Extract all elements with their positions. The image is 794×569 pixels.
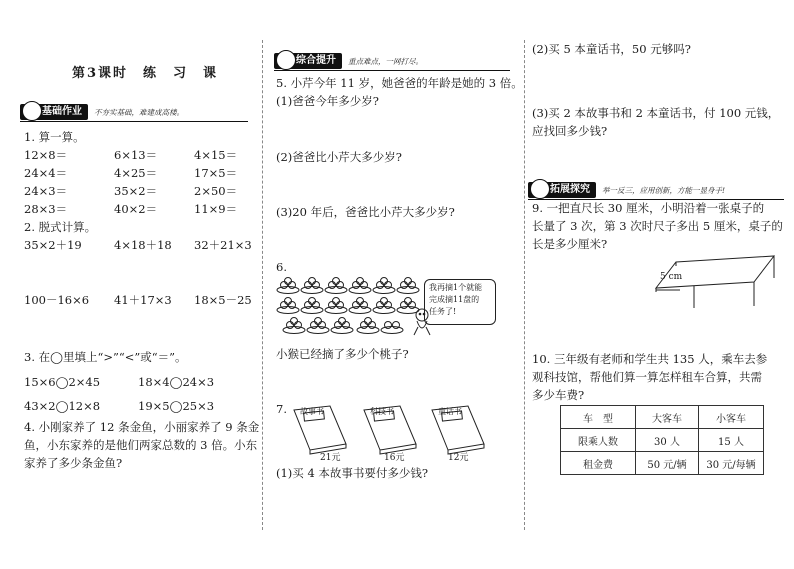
calc-cell: 24×4＝ — [24, 166, 68, 180]
compare-item: 43×2◯12×8 — [24, 399, 101, 413]
peach-plates-illustration — [276, 277, 426, 339]
question-9-line: 9. 一把直尺长 30 厘米，小明沿着一张桌子的 — [532, 201, 765, 215]
step-calc: 4×18＋18 — [114, 238, 172, 252]
compare-item: 15×6◯2×45 — [24, 375, 101, 389]
calc-cell: 28×3＝ — [24, 202, 68, 216]
calc-cell: 40×2＝ — [114, 202, 158, 216]
step-calc: 32＋21×3 — [194, 238, 252, 252]
calc-cell: 6×13＝ — [114, 148, 158, 162]
section-banner-basic — [20, 104, 248, 120]
book-title: 故事书 — [300, 407, 324, 416]
question-4-line: 4. 小刚家养了 12 条金鱼，小丽家养了 9 条金 — [24, 420, 260, 434]
table-header: 大客车 — [636, 406, 699, 429]
question-10-line: 观科技馆，帮他们算一算怎样租车合算，共需 — [532, 370, 762, 384]
question-3: 3. 在◯里填上“>”“<”或“＝”。 — [24, 350, 187, 364]
section-label: 基础作业 — [42, 106, 82, 117]
book-title: 科技书 — [370, 407, 394, 416]
section-note: 举一反三，应用创新，方能一显身手! — [602, 185, 726, 195]
column-comprehensive — [262, 0, 524, 569]
table-row — [561, 406, 764, 429]
table-row — [561, 452, 764, 475]
table-header: 小客车 — [699, 406, 764, 429]
question-1: 1. 算一算。 — [24, 130, 85, 144]
question-7-3-line: 应找回多少钱? — [532, 124, 608, 138]
question-5-1: (1)爸爸今年多少岁? — [276, 94, 379, 108]
question-6: 6. — [276, 260, 287, 274]
calc-cell: 17×5＝ — [194, 166, 238, 180]
question-10-line: 10. 三年级有老师和学生共 135 人，乘车去参 — [532, 352, 768, 366]
speech-bubble — [424, 279, 496, 325]
section-banner-extension — [528, 182, 784, 198]
speech-line: 我再摘1个就能 — [429, 283, 483, 292]
step-calc: 18×5－25 — [194, 293, 252, 307]
question-6-ask: 小猴已经摘了多少个桃子? — [276, 347, 409, 361]
mascot-icon — [22, 101, 42, 121]
table-cell: 限乘人数 — [561, 429, 636, 452]
question-4-line: 家养了多少条金鱼? — [24, 456, 123, 470]
book-price: 12元 — [448, 453, 469, 463]
section-label: 综合提升 — [296, 55, 336, 66]
calc-cell: 35×2＝ — [114, 184, 158, 198]
monkey-icon — [412, 307, 432, 337]
question-5-3: (3)20 年后，爸爸比小芹大多少岁? — [276, 205, 455, 219]
step-calc: 41＋17×3 — [114, 293, 172, 307]
question-7: 7. — [276, 402, 287, 416]
book-price: 21元 — [320, 453, 341, 463]
speech-line: 任务了! — [429, 307, 457, 316]
fare-table — [560, 405, 764, 475]
question-7-2: (2)买 5 本童话书，50 元够吗? — [532, 42, 691, 56]
section-banner-comprehensive — [274, 53, 510, 69]
question-9-line: 长量了 3 次，第 3 次时尺子多出 5 厘米，桌子的 — [532, 219, 783, 233]
table-row — [561, 429, 764, 452]
section-label: 拓展探究 — [550, 184, 590, 195]
question-5-2: (2)爸爸比小芹大多少岁? — [276, 150, 402, 164]
question-10-line: 多少车费? — [532, 388, 585, 402]
calc-cell: 12×8＝ — [24, 148, 68, 162]
book-title: 童话书 — [438, 407, 462, 416]
question-4-line: 鱼，小东家养的是他们两家总数的 3 倍。小东 — [24, 438, 258, 452]
table-cell: 30 元/每辆 — [699, 452, 764, 475]
step-calc: 35×2＋19 — [24, 238, 82, 252]
calc-cell: 11×9＝ — [194, 202, 238, 216]
calc-cell: 4×15＝ — [194, 148, 238, 162]
table-cell: 15 人 — [699, 429, 764, 452]
table-cell: 50 元/辆 — [636, 452, 699, 475]
column-basic — [0, 0, 262, 569]
table-cell: 30 人 — [636, 429, 699, 452]
section-note: 不夯实基础，难建成高楼。 — [94, 107, 184, 117]
step-calc: 100－16×6 — [24, 293, 90, 307]
compare-item: 19×5◯25×3 — [138, 399, 215, 413]
calc-cell: 2×50＝ — [194, 184, 238, 198]
question-5: 5. 小芹今年 11 岁，她爸爸的年龄是她的 3 倍。 — [276, 76, 523, 90]
table-cell: 租金费 — [561, 452, 636, 475]
question-7-3-line: (3)买 2 本故事书和 2 本童话书，付 100 元钱， — [532, 106, 780, 120]
ruler-label: 5 cm — [660, 272, 683, 282]
table-ruler-illustration — [654, 252, 780, 312]
mascot-icon — [530, 179, 550, 199]
section-note: 重点难点，一网打尽。 — [348, 56, 423, 66]
column-extension — [524, 0, 794, 569]
question-7-1: (1)买 4 本故事书要付多少钱? — [276, 466, 429, 480]
compare-item: 18×4◯24×3 — [138, 375, 215, 389]
calc-cell: 4×25＝ — [114, 166, 158, 180]
table-header: 车 型 — [561, 406, 636, 429]
calc-cell: 24×3＝ — [24, 184, 68, 198]
question-9-line: 长是多少厘米? — [532, 237, 608, 251]
book-price: 16元 — [384, 453, 405, 463]
page-title: 第3课时 练 习 课 — [72, 66, 219, 81]
speech-line: 完成摘11盘的 — [429, 295, 480, 304]
mascot-icon — [276, 50, 296, 70]
question-2: 2. 脱式计算。 — [24, 220, 97, 234]
